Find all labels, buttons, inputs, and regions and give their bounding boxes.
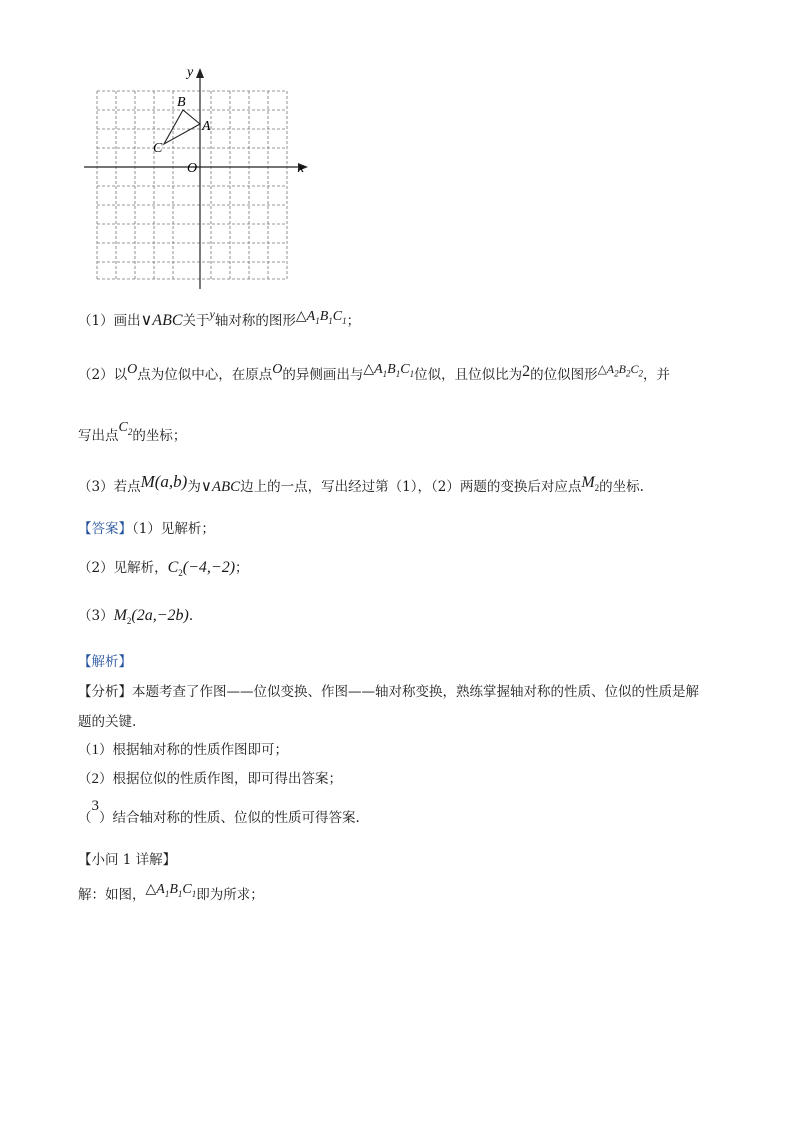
fenxi-line-1: 【分析】本题考查了作图——位似变换、作图——轴对称变换，熟练掌握轴对称的性质、位似的性质是解 [78,684,699,700]
answer-label: 【答案】 [78,521,132,537]
point-a-label: A [202,119,211,134]
step-3: （3）结合轴对称的性质、位似的性质可得答案. [78,798,360,826]
triangle-abc [164,110,200,144]
coordinate-grid-figure [80,60,320,295]
fenxi-line-2: 题的关键. [78,714,137,730]
answer-line-1: 【答案】（1）见解析； [78,521,215,537]
question-1: （1）画出∨ABC关于y轴对称的图形$\triangle A_1B_1C_1$； [78,307,361,329]
detail-line: 解：如图，$\triangle A_1B_1C_1$即为所求； [78,882,264,903]
y-axis-label: y [187,65,194,80]
x-axis-label: x [298,161,305,176]
y-axis-arrow [196,68,204,78]
analysis-label: 【解析】 [78,654,132,670]
dashed-grid [97,91,287,279]
question-2-line-1: （2）以O点为位似中心，在原点O的异侧画出与$\triangle A_1B_1C_1$位似，且位似比为2的位似图形$\triangle A_2B_2C_2$，并 [78,362,670,383]
step-1: （1）根据轴对称的性质作图即可； [78,742,288,758]
detail-label: 【小问 1 详解】 [78,852,177,868]
point-b-label: B [177,95,186,110]
answer-line-2: （2）见解析，$C_2(-4,-2)$； [78,559,249,579]
point-c-label: C [153,141,163,156]
question-3: （3）若点M(a,b)为∨ABC边上的一点，写出经过第（1），（2）两题的变换后对应点$M_2$的坐标. [78,472,644,495]
origin-label: O [187,161,198,176]
question-2-line-2: 写出点$C_2$的坐标； [78,420,187,444]
step-2: （2）根据位似的性质作图，即可得出答案； [78,771,342,787]
answer-line-3: $(3)M_2(2a,-2b)$. [78,607,194,627]
